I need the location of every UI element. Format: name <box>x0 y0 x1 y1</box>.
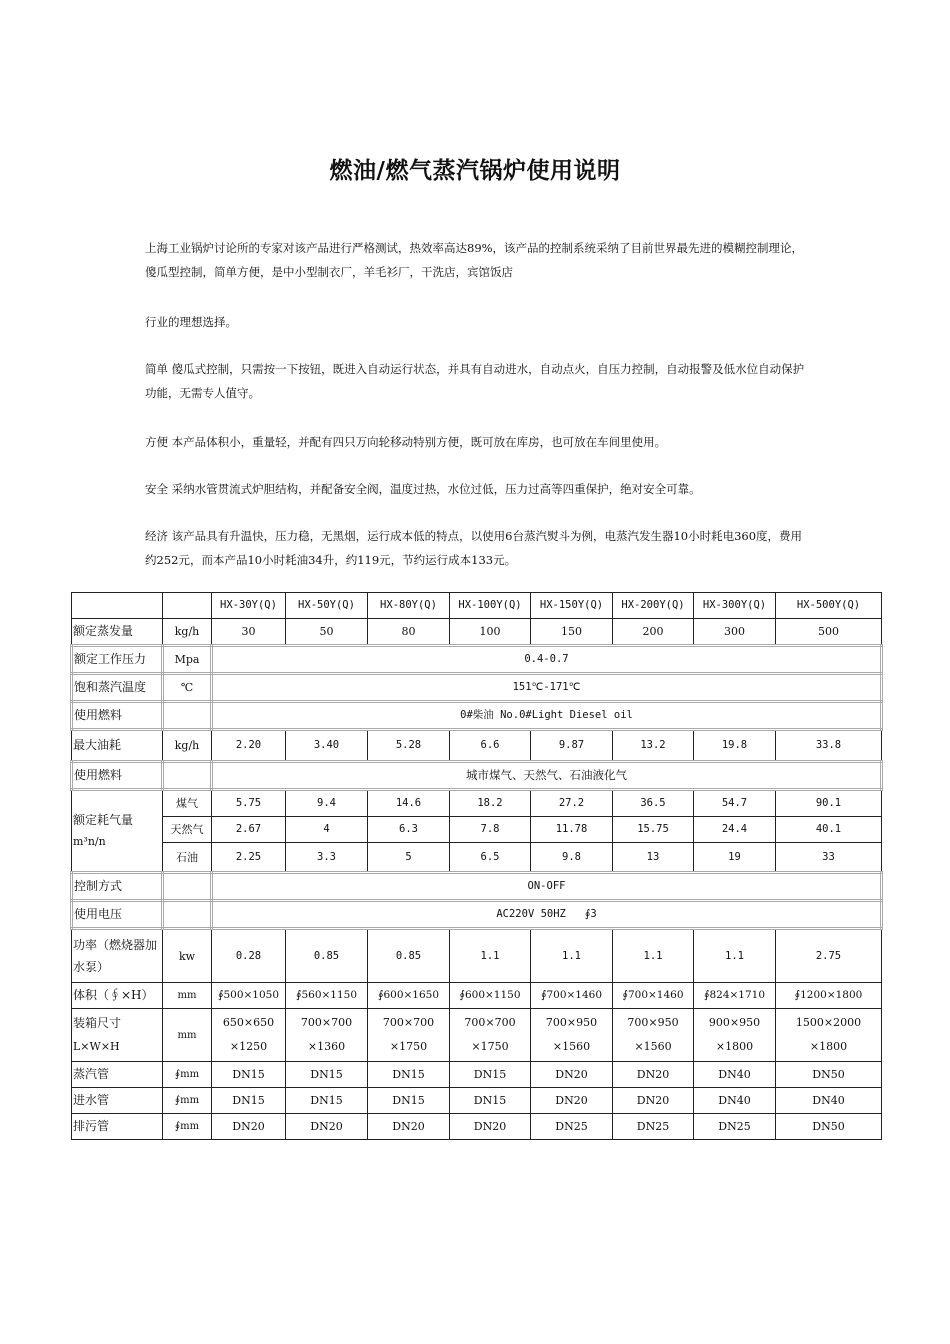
table-row <box>72 1088 882 1114</box>
merged-cell: 151℃-171℃ <box>212 674 882 702</box>
table-cell: 19.8 <box>694 730 776 762</box>
row-unit: mm <box>163 983 212 1009</box>
table-cell: DN40 <box>694 1088 776 1114</box>
spec-table <box>70 592 883 1140</box>
gas-type: 天然气 <box>163 817 212 843</box>
table-cell: 24.4 <box>694 817 776 843</box>
table-cell: 1.1 <box>613 929 694 983</box>
table-cell <box>776 1009 882 1062</box>
box-dim-line2: ×1750 <box>471 1040 509 1053</box>
table-cell <box>531 1009 613 1062</box>
economy-paragraph: 经济 该产品具有升温快，压力稳，无黑烟，运行成本低的特点，以使用6台蒸汽熨斗为例，电蒸汽发生器10小时耗电360度，费用约252元，而本产品10小时耗油34升，约119元，节约运行成本133元。 <box>145 529 803 567</box>
table-cell: DN40 <box>694 1062 776 1088</box>
model-header: HX-100Y(Q) <box>450 593 531 619</box>
row-unit: ∮mm <box>163 1088 212 1114</box>
table-cell: ∮700×1460 <box>531 983 613 1009</box>
table-cell: 5.75 <box>212 790 286 817</box>
row-label: 使用燃料 <box>72 762 163 790</box>
gas-consumption-label <box>72 790 163 873</box>
box-dim-line1: 650×650 <box>222 1016 275 1029</box>
table-cell: 9.8 <box>531 843 613 873</box>
box-dim-line2: ×1250 <box>229 1040 268 1053</box>
row-label: 体积（∮×H） <box>72 983 163 1009</box>
table-row <box>72 674 882 702</box>
table-cell: DN25 <box>694 1114 776 1140</box>
model-header: HX-150Y(Q) <box>531 593 613 619</box>
table-cell: 13.2 <box>613 730 694 762</box>
table-cell: DN15 <box>212 1088 286 1114</box>
convenient-paragraph: 方便 本产品体积小，重量轻，并配有四只万向轮移动特别方便，既可放在库房，也可放在车间里使用。 <box>145 435 667 449</box>
table-cell: 0.28 <box>212 929 286 983</box>
table-cell: 6.3 <box>368 817 450 843</box>
table-cell: DN20 <box>450 1114 531 1140</box>
table-cell: ∮700×1460 <box>613 983 694 1009</box>
table-cell: DN20 <box>531 1088 613 1114</box>
table-cell: 1.1 <box>531 929 613 983</box>
table-cell: ∮600×1650 <box>368 983 450 1009</box>
table-cell: DN15 <box>368 1088 450 1114</box>
table-cell <box>368 1009 450 1062</box>
table-cell: 2.75 <box>776 929 882 983</box>
table-row <box>72 1062 882 1088</box>
table-cell: 80 <box>368 619 450 646</box>
table-cell: DN50 <box>776 1062 882 1088</box>
row-label: 额定工作压力 <box>72 646 163 674</box>
table-cell: 100 <box>450 619 531 646</box>
row-label: 额定蒸发量 <box>72 619 163 646</box>
row-label: 排污管 <box>72 1114 163 1140</box>
table-cell: DN20 <box>613 1062 694 1088</box>
gas-type: 石油 <box>163 843 212 873</box>
gas-label-line1: 额定耗气量 <box>73 813 134 827</box>
table-cell: 54.7 <box>694 790 776 817</box>
box-dim-line1: 900×950 <box>708 1016 761 1029</box>
row-unit: kw <box>163 929 212 983</box>
table-cell: ∮1200×1800 <box>776 983 882 1009</box>
table-cell <box>286 1009 368 1062</box>
table-cell: 200 <box>613 619 694 646</box>
table-cell: DN25 <box>613 1114 694 1140</box>
row-unit: ℃ <box>163 674 212 702</box>
table-cell: 40.1 <box>776 817 882 843</box>
table-cell: DN20 <box>368 1114 450 1140</box>
table-cell: 7.8 <box>450 817 531 843</box>
row-unit: mm <box>163 1009 212 1062</box>
table-cell: 6.6 <box>450 730 531 762</box>
table-cell: DN25 <box>531 1114 613 1140</box>
model-header: HX-80Y(Q) <box>368 593 450 619</box>
row-label: 最大油耗 <box>72 730 163 762</box>
table-cell: DN15 <box>368 1062 450 1088</box>
table-cell: 0.85 <box>286 929 368 983</box>
table-cell: 36.5 <box>613 790 694 817</box>
box-dim-line1: 700×700 <box>300 1016 353 1029</box>
table-cell: ∮500×1050 <box>212 983 286 1009</box>
table-cell: 3.3 <box>286 843 368 873</box>
table-cell: 300 <box>694 619 776 646</box>
table-cell: 30 <box>212 619 286 646</box>
table-cell <box>450 1009 531 1062</box>
table-cell: ∮560×1150 <box>286 983 368 1009</box>
safety-paragraph: 安全 采纳水管贯流式炉胆结构，并配备安全阀，温度过热，水位过低，压力过高等四重保护，绝对安全可靠。 <box>145 482 701 496</box>
table-cell: DN20 <box>286 1114 368 1140</box>
table-cell: DN40 <box>776 1088 882 1114</box>
table-cell <box>694 1009 776 1062</box>
intro-paragraph-end: 行业的理想选择。 <box>145 315 237 329</box>
table-row <box>72 1009 882 1062</box>
model-header: HX-500Y(Q) <box>776 593 882 619</box>
table-cell: 15.75 <box>613 817 694 843</box>
table-cell: 0.85 <box>368 929 450 983</box>
merged-cell: 城市煤气、天然气、石油液化气 <box>212 762 882 790</box>
box-dim-line2: ×1800 <box>809 1040 848 1053</box>
table-cell: 18.2 <box>450 790 531 817</box>
simple-paragraph: 简单 傻瓜式控制，只需按一下按钮，既进入自动运行状态，并具有自动进水，自动点火，自压力控制，自动报警及低水位自动保护功能，无需专人值守。 <box>145 362 805 400</box>
header-row <box>72 593 882 619</box>
table-cell: 6.5 <box>450 843 531 873</box>
table-cell: 500 <box>776 619 882 646</box>
table-row <box>72 983 882 1009</box>
box-dim-line2: ×1750 <box>389 1040 428 1053</box>
table-row <box>72 873 882 901</box>
table-cell: 11.78 <box>531 817 613 843</box>
table-row <box>72 619 882 646</box>
table-cell: 19 <box>694 843 776 873</box>
table-cell: ∮600×1150 <box>450 983 531 1009</box>
table-row <box>72 1114 882 1140</box>
merged-cell: ON-OFF <box>212 873 882 901</box>
row-unit <box>163 901 212 929</box>
table-cell: 14.6 <box>368 790 450 817</box>
box-dim-line2: ×1360 <box>307 1040 346 1053</box>
table-cell: DN20 <box>212 1114 286 1140</box>
row-unit: kg/h <box>163 619 212 646</box>
merged-cell: 0.4-0.7 <box>212 646 882 674</box>
merged-cell: 0#柴油 No.0#Light Diesel oil <box>212 702 882 730</box>
row-label: 使用燃料 <box>72 702 163 730</box>
table-cell: DN20 <box>531 1062 613 1088</box>
table-cell: 2.20 <box>212 730 286 762</box>
model-header: HX-300Y(Q) <box>694 593 776 619</box>
table-cell: 5 <box>368 843 450 873</box>
table-cell: 90.1 <box>776 790 882 817</box>
box-dim-line2: ×1800 <box>715 1040 754 1053</box>
table-cell: DN15 <box>450 1088 531 1114</box>
row-label: 功率（燃烧器加水泵） <box>72 929 163 983</box>
table-cell: 9.4 <box>286 790 368 817</box>
table-cell: DN15 <box>286 1062 368 1088</box>
model-header: HX-30Y(Q) <box>212 593 286 619</box>
row-unit <box>163 873 212 901</box>
gas-label-line2: m³n/n <box>73 835 106 848</box>
row-unit <box>163 702 212 730</box>
table-cell: DN15 <box>286 1088 368 1114</box>
table-row <box>72 929 882 983</box>
row-unit: Mpa <box>163 646 212 674</box>
table-row <box>72 646 882 674</box>
box-label-line1: 装箱尺寸 <box>73 1016 122 1030</box>
row-label: 蒸汽管 <box>72 1062 163 1088</box>
box-dim-line1: 700×700 <box>382 1016 435 1029</box>
row-label: 进水管 <box>72 1088 163 1114</box>
table-cell: 4 <box>286 817 368 843</box>
table-row <box>72 843 882 873</box>
box-dim-line1: 700×950 <box>627 1016 679 1029</box>
model-header: HX-200Y(Q) <box>613 593 694 619</box>
box-dim-line2: ×1560 <box>552 1040 591 1053</box>
table-cell: ∮824×1710 <box>694 983 776 1009</box>
gas-type: 煤气 <box>163 790 212 817</box>
row-label: 控制方式 <box>72 873 163 901</box>
table-cell: DN20 <box>613 1088 694 1114</box>
intro-paragraph: 上海工业锅炉讨论所的专家对该产品进行严格测试，热效率高达89%，该产品的控制系统采纳了目前世界最先进的模糊控制理论，傻瓜型控制，简单方便，是中小型制衣厂，羊毛衫厂，干洗店，宾馆饭店 <box>145 241 804 279</box>
table-cell: 1.1 <box>694 929 776 983</box>
table-row <box>72 702 882 730</box>
table-cell: 1.1 <box>450 929 531 983</box>
table-row <box>72 762 882 790</box>
table-cell: 50 <box>286 619 368 646</box>
box-dim-line2: ×1560 <box>634 1040 672 1053</box>
table-cell: DN15 <box>450 1062 531 1088</box>
table-cell: 2.25 <box>212 843 286 873</box>
page-title: 燃油/燃气蒸汽锅炉使用说明 <box>329 158 621 184</box>
row-unit: ∮mm <box>163 1062 212 1088</box>
header-empty-unit <box>163 593 212 619</box>
row-unit: ∮mm <box>163 1114 212 1140</box>
table-cell: 9.87 <box>531 730 613 762</box>
table-cell: 27.2 <box>531 790 613 817</box>
table-cell: 33 <box>776 843 882 873</box>
box-size-label <box>72 1009 163 1062</box>
table-cell: 3.40 <box>286 730 368 762</box>
table-cell: 33.8 <box>776 730 882 762</box>
row-unit: kg/h <box>163 730 212 762</box>
box-dim-line1: 700×950 <box>545 1016 598 1029</box>
box-dim-line1: 700×700 <box>464 1016 516 1029</box>
row-label: 使用电压 <box>72 901 163 929</box>
table-cell: 5.28 <box>368 730 450 762</box>
row-unit <box>163 762 212 790</box>
box-label-line2: L×W×H <box>73 1040 120 1053</box>
table-cell <box>613 1009 694 1062</box>
box-dim-line1: 1500×2000 <box>795 1016 862 1029</box>
model-header: HX-50Y(Q) <box>286 593 368 619</box>
table-cell: 2.67 <box>212 817 286 843</box>
table-row <box>72 730 882 762</box>
table-cell: 13 <box>613 843 694 873</box>
table-cell: 150 <box>531 619 613 646</box>
table-row <box>72 901 882 929</box>
header-empty-label <box>72 593 163 619</box>
row-label: 饱和蒸汽温度 <box>72 674 163 702</box>
table-cell: DN50 <box>776 1114 882 1140</box>
table-row <box>72 790 882 817</box>
table-cell: DN15 <box>212 1062 286 1088</box>
merged-cell: AC220V 50HZ ∮3 <box>212 901 882 929</box>
table-cell <box>212 1009 286 1062</box>
table-row <box>72 817 882 843</box>
